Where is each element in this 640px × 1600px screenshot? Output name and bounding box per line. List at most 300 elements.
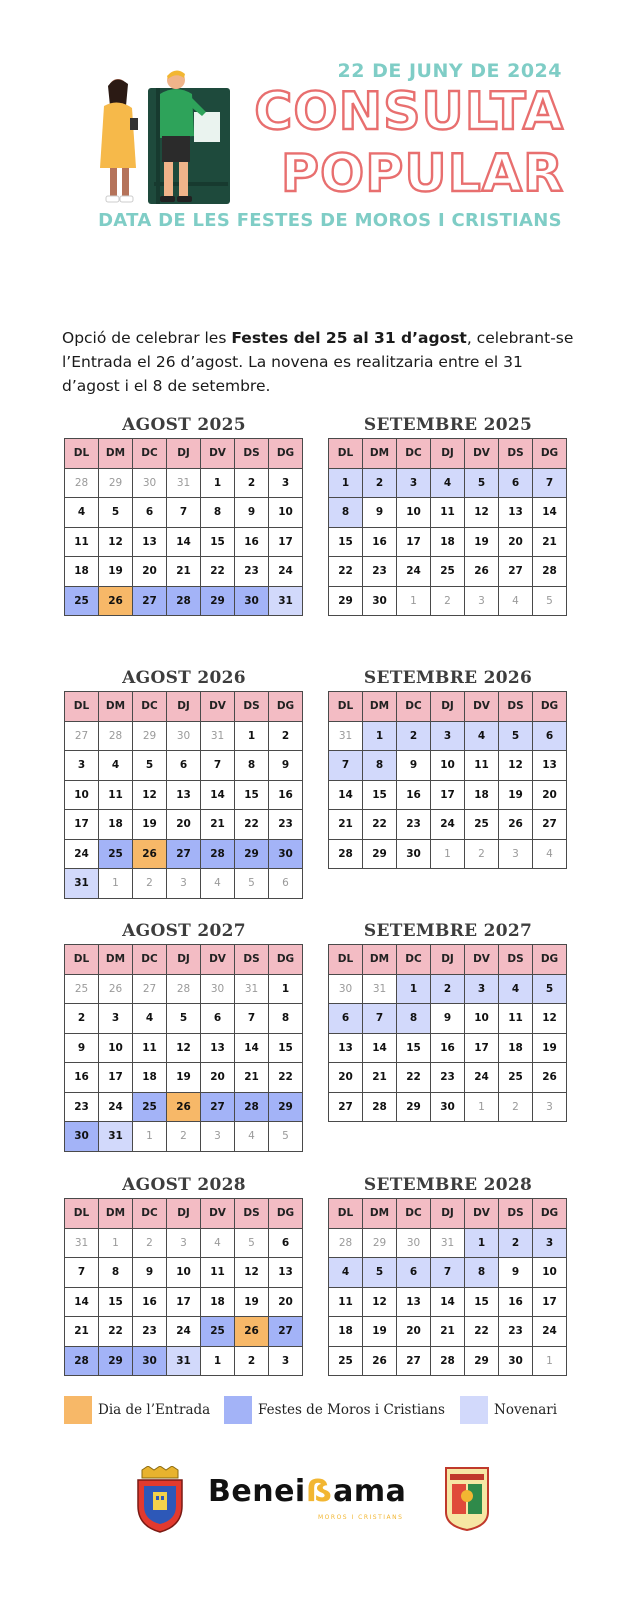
weekday-header: DC <box>133 945 167 975</box>
day-cell: 30 <box>499 1346 533 1376</box>
day-cell: 4 <box>465 721 499 751</box>
day-cell: 27 <box>65 721 99 751</box>
day-cell: 28 <box>431 1346 465 1376</box>
day-cell: 22 <box>99 1317 133 1347</box>
day-cell: 2 <box>65 1004 99 1034</box>
brand-subtitle: MOROS I CRISTIANS <box>318 1514 404 1521</box>
weekday-header: DV <box>201 1199 235 1229</box>
weekday-header: DC <box>397 1199 431 1229</box>
day-cell: 13 <box>533 751 567 781</box>
day-cell: 24 <box>167 1317 201 1347</box>
day-cell: 1 <box>397 586 431 616</box>
day-cell: 25 <box>499 1063 533 1093</box>
day-cell: 14 <box>235 1033 269 1063</box>
weekday-header: DC <box>133 1199 167 1229</box>
day-cell: 9 <box>363 498 397 528</box>
voting-illustration <box>96 66 236 208</box>
day-cell: 7 <box>65 1258 99 1288</box>
weekday-header: DC <box>133 692 167 722</box>
day-cell: 15 <box>329 527 363 557</box>
day-cell: 5 <box>235 869 269 899</box>
legend-swatch-novenari <box>460 1396 488 1424</box>
calendar-title: AGOST 2026 <box>122 668 246 688</box>
day-cell: 1 <box>465 1228 499 1258</box>
weekday-header: DV <box>465 692 499 722</box>
day-cell: 21 <box>431 1317 465 1347</box>
day-cell: 1 <box>533 1346 567 1376</box>
calendar-title: AGOST 2027 <box>122 921 246 941</box>
day-cell: 5 <box>499 721 533 751</box>
day-cell: 16 <box>65 1063 99 1093</box>
title-line-1: CONSULTA <box>254 82 564 142</box>
day-cell: 5 <box>235 1228 269 1258</box>
consultation-date: 22 DE JUNY DE 2024 <box>337 60 562 82</box>
day-cell: 1 <box>99 869 133 899</box>
weekday-header: DC <box>133 439 167 469</box>
day-cell: 10 <box>269 498 303 528</box>
intro-text-1: Opció de celebrar les <box>62 329 232 347</box>
day-cell: 26 <box>499 810 533 840</box>
day-cell: 1 <box>99 1228 133 1258</box>
day-cell: 12 <box>167 1033 201 1063</box>
day-cell: 22 <box>465 1317 499 1347</box>
day-cell: 30 <box>133 468 167 498</box>
day-cell: 28 <box>329 839 363 869</box>
calendar-grid <box>64 1198 303 1376</box>
day-cell: 3 <box>499 839 533 869</box>
day-cell: 2 <box>431 974 465 1004</box>
brand-part-2: ama <box>333 1474 407 1509</box>
weekday-header: DS <box>235 1199 269 1229</box>
day-cell: 3 <box>533 1228 567 1258</box>
weekday-header: DL <box>65 1199 99 1229</box>
day-cell: 8 <box>397 1004 431 1034</box>
weekday-header: DS <box>235 945 269 975</box>
day-cell: 17 <box>397 527 431 557</box>
day-cell: 24 <box>465 1063 499 1093</box>
day-cell: 8 <box>363 751 397 781</box>
weekday-header: DM <box>99 945 133 975</box>
day-cell: 21 <box>363 1063 397 1093</box>
day-cell: 7 <box>167 498 201 528</box>
weekday-header: DC <box>397 692 431 722</box>
weekday-header: DJ <box>167 692 201 722</box>
weekday-header: DV <box>201 945 235 975</box>
day-cell: 22 <box>201 557 235 587</box>
day-cell: 1 <box>201 1346 235 1376</box>
calendar-grid <box>64 944 303 1152</box>
day-cell: 1 <box>269 974 303 1004</box>
day-cell: 29 <box>99 1346 133 1376</box>
day-cell: 5 <box>465 468 499 498</box>
day-cell: 17 <box>431 780 465 810</box>
day-cell: 26 <box>167 1092 201 1122</box>
day-cell: 15 <box>363 780 397 810</box>
day-cell: 27 <box>133 586 167 616</box>
day-cell: 4 <box>99 751 133 781</box>
day-cell: 1 <box>235 721 269 751</box>
day-cell: 30 <box>269 839 303 869</box>
day-cell: 24 <box>397 557 431 587</box>
day-cell: 27 <box>133 974 167 1004</box>
day-cell: 25 <box>99 839 133 869</box>
day-cell: 7 <box>533 468 567 498</box>
day-cell: 16 <box>431 1033 465 1063</box>
day-cell: 12 <box>235 1258 269 1288</box>
weekday-header: DJ <box>167 945 201 975</box>
day-cell: 10 <box>465 1004 499 1034</box>
day-cell: 2 <box>235 468 269 498</box>
weekday-header: DV <box>465 439 499 469</box>
weekday-header: DJ <box>167 439 201 469</box>
day-cell: 23 <box>397 810 431 840</box>
day-cell: 15 <box>99 1287 133 1317</box>
weekday-header: DG <box>269 439 303 469</box>
day-cell: 27 <box>167 839 201 869</box>
weekday-header: DL <box>329 439 363 469</box>
weekday-header: DM <box>99 1199 133 1229</box>
legend-swatch-festes <box>224 1396 252 1424</box>
day-cell: 8 <box>465 1258 499 1288</box>
day-cell: 25 <box>65 586 99 616</box>
day-cell: 23 <box>431 1063 465 1093</box>
day-cell: 18 <box>65 557 99 587</box>
day-cell: 14 <box>363 1033 397 1063</box>
day-cell: 17 <box>167 1287 201 1317</box>
day-cell: 4 <box>65 498 99 528</box>
day-cell: 5 <box>533 586 567 616</box>
day-cell: 28 <box>65 1346 99 1376</box>
day-cell: 6 <box>397 1258 431 1288</box>
day-cell: 3 <box>65 751 99 781</box>
calendar <box>64 1172 304 1376</box>
calendar <box>328 412 568 616</box>
day-cell: 16 <box>397 780 431 810</box>
day-cell: 7 <box>363 1004 397 1034</box>
weekday-header: DL <box>329 692 363 722</box>
day-cell: 12 <box>133 780 167 810</box>
day-cell: 17 <box>465 1033 499 1063</box>
day-cell: 17 <box>99 1063 133 1093</box>
day-cell: 28 <box>99 721 133 751</box>
day-cell: 16 <box>133 1287 167 1317</box>
day-cell: 6 <box>269 1228 303 1258</box>
day-cell: 19 <box>99 557 133 587</box>
day-cell: 2 <box>431 586 465 616</box>
day-cell: 13 <box>499 498 533 528</box>
weekday-header: DS <box>235 692 269 722</box>
day-cell: 9 <box>269 751 303 781</box>
day-cell: 31 <box>363 974 397 1004</box>
day-cell: 6 <box>269 869 303 899</box>
weekday-header: DJ <box>431 692 465 722</box>
day-cell: 29 <box>235 839 269 869</box>
day-cell: 9 <box>431 1004 465 1034</box>
day-cell: 31 <box>235 974 269 1004</box>
day-cell: 10 <box>65 780 99 810</box>
day-cell: 20 <box>167 810 201 840</box>
day-cell: 22 <box>397 1063 431 1093</box>
day-cell: 4 <box>133 1004 167 1034</box>
calendar-title: AGOST 2025 <box>122 415 246 435</box>
day-cell: 29 <box>201 586 235 616</box>
day-cell: 12 <box>465 498 499 528</box>
day-cell: 26 <box>465 557 499 587</box>
day-cell: 3 <box>533 1092 567 1122</box>
day-cell: 11 <box>465 751 499 781</box>
day-cell: 9 <box>235 498 269 528</box>
day-cell: 3 <box>397 468 431 498</box>
day-cell: 18 <box>99 810 133 840</box>
calendar-grid <box>328 691 567 869</box>
day-cell: 6 <box>201 1004 235 1034</box>
day-cell: 31 <box>65 1228 99 1258</box>
weekday-header: DS <box>499 692 533 722</box>
weekday-header: DL <box>329 1199 363 1229</box>
weekday-header: DJ <box>167 1199 201 1229</box>
day-cell: 20 <box>329 1063 363 1093</box>
day-cell: 26 <box>363 1346 397 1376</box>
day-cell: 27 <box>533 810 567 840</box>
calendar <box>64 918 304 1152</box>
day-cell: 31 <box>167 1346 201 1376</box>
day-cell: 14 <box>201 780 235 810</box>
day-cell: 19 <box>499 780 533 810</box>
legend <box>64 1394 576 1426</box>
day-cell: 10 <box>533 1258 567 1288</box>
legend-label-novenari: Novenari <box>494 1402 558 1418</box>
day-cell: 25 <box>465 810 499 840</box>
day-cell: 27 <box>499 557 533 587</box>
day-cell: 26 <box>133 839 167 869</box>
day-cell: 6 <box>499 468 533 498</box>
day-cell: 30 <box>329 974 363 1004</box>
weekday-header: DG <box>269 1199 303 1229</box>
day-cell: 14 <box>431 1287 465 1317</box>
day-cell: 10 <box>167 1258 201 1288</box>
day-cell: 2 <box>269 721 303 751</box>
day-cell: 30 <box>133 1346 167 1376</box>
day-cell: 28 <box>329 1228 363 1258</box>
day-cell: 16 <box>269 780 303 810</box>
day-cell: 22 <box>329 557 363 587</box>
day-cell: 13 <box>201 1033 235 1063</box>
day-cell: 11 <box>499 1004 533 1034</box>
day-cell: 6 <box>533 721 567 751</box>
day-cell: 17 <box>269 527 303 557</box>
day-cell: 17 <box>65 810 99 840</box>
weekday-header: DG <box>533 692 567 722</box>
day-cell: 19 <box>167 1063 201 1093</box>
day-cell: 1 <box>133 1122 167 1152</box>
day-cell: 7 <box>431 1258 465 1288</box>
calendar-title: SETEMBRE 2028 <box>363 1175 533 1195</box>
day-cell: 23 <box>499 1317 533 1347</box>
day-cell: 15 <box>465 1287 499 1317</box>
weekday-header: DM <box>99 692 133 722</box>
legend-item-entrada <box>64 1394 210 1426</box>
day-cell: 3 <box>201 1122 235 1152</box>
day-cell: 3 <box>167 869 201 899</box>
day-cell: 25 <box>133 1092 167 1122</box>
day-cell: 24 <box>65 839 99 869</box>
calendar-title: SETEMBRE 2025 <box>363 415 533 435</box>
day-cell: 8 <box>269 1004 303 1034</box>
day-cell: 25 <box>65 974 99 1004</box>
legend-swatch-entrada <box>64 1396 92 1424</box>
weekday-header: DL <box>65 945 99 975</box>
day-cell: 30 <box>65 1122 99 1152</box>
day-cell: 15 <box>235 780 269 810</box>
day-cell: 11 <box>329 1287 363 1317</box>
day-cell: 20 <box>201 1063 235 1093</box>
day-cell: 21 <box>65 1317 99 1347</box>
day-cell: 3 <box>269 468 303 498</box>
day-cell: 25 <box>201 1317 235 1347</box>
day-cell: 8 <box>99 1258 133 1288</box>
weekday-header: DG <box>269 692 303 722</box>
day-cell: 9 <box>133 1258 167 1288</box>
day-cell: 11 <box>431 498 465 528</box>
day-cell: 24 <box>431 810 465 840</box>
day-cell: 4 <box>499 586 533 616</box>
day-cell: 14 <box>533 498 567 528</box>
day-cell: 28 <box>167 974 201 1004</box>
day-cell: 19 <box>465 527 499 557</box>
day-cell: 25 <box>329 1346 363 1376</box>
day-cell: 11 <box>201 1258 235 1288</box>
day-cell: 11 <box>65 527 99 557</box>
weekday-header: DL <box>329 945 363 975</box>
day-cell: 2 <box>133 1228 167 1258</box>
day-cell: 21 <box>533 527 567 557</box>
weekday-header: DG <box>533 439 567 469</box>
day-cell: 2 <box>133 869 167 899</box>
day-cell: 29 <box>465 1346 499 1376</box>
day-cell: 22 <box>235 810 269 840</box>
day-cell: 30 <box>363 586 397 616</box>
calendar-title: SETEMBRE 2027 <box>363 921 533 941</box>
weekday-header: DJ <box>431 439 465 469</box>
day-cell: 23 <box>65 1092 99 1122</box>
day-cell: 21 <box>235 1063 269 1093</box>
town-coat-of-arms-icon <box>134 1466 186 1534</box>
day-cell: 19 <box>363 1317 397 1347</box>
weekday-header: DM <box>363 1199 397 1229</box>
day-cell: 20 <box>499 527 533 557</box>
day-cell: 23 <box>133 1317 167 1347</box>
weekday-header: DC <box>397 945 431 975</box>
day-cell: 7 <box>329 751 363 781</box>
day-cell: 13 <box>133 527 167 557</box>
calendar-grid <box>328 944 567 1122</box>
day-cell: 30 <box>201 974 235 1004</box>
weekday-header: DG <box>269 945 303 975</box>
weekday-header: DM <box>363 692 397 722</box>
day-cell: 20 <box>533 780 567 810</box>
subtitle: DATA DE LES FESTES DE MOROS I CRISTIANS <box>98 210 562 231</box>
day-cell: 28 <box>201 839 235 869</box>
day-cell: 2 <box>465 839 499 869</box>
day-cell: 2 <box>235 1346 269 1376</box>
festival-shield-icon <box>444 1466 490 1532</box>
day-cell: 27 <box>201 1092 235 1122</box>
day-cell: 5 <box>133 751 167 781</box>
day-cell: 11 <box>99 780 133 810</box>
day-cell: 8 <box>235 751 269 781</box>
day-cell: 6 <box>329 1004 363 1034</box>
day-cell: 1 <box>431 839 465 869</box>
day-cell: 31 <box>431 1228 465 1258</box>
day-cell: 29 <box>269 1092 303 1122</box>
legend-label-festes: Festes de Moros i Cristians <box>258 1402 445 1418</box>
day-cell: 31 <box>329 721 363 751</box>
day-cell: 7 <box>201 751 235 781</box>
day-cell: 3 <box>99 1004 133 1034</box>
day-cell: 28 <box>235 1092 269 1122</box>
day-cell: 27 <box>269 1317 303 1347</box>
title-line-2: POPULAR <box>280 144 564 204</box>
day-cell: 1 <box>465 1092 499 1122</box>
day-cell: 18 <box>329 1317 363 1347</box>
day-cell: 28 <box>65 468 99 498</box>
day-cell: 29 <box>99 468 133 498</box>
day-cell: 4 <box>201 869 235 899</box>
intro-text-2: , celebrant-se l’Entrada el 26 d’agost. La novena es realitzaria entre el 31 d’agost i el 8 de setembre. <box>62 329 574 395</box>
day-cell: 29 <box>363 839 397 869</box>
day-cell: 23 <box>235 557 269 587</box>
day-cell: 15 <box>397 1033 431 1063</box>
day-cell: 14 <box>65 1287 99 1317</box>
day-cell: 1 <box>397 974 431 1004</box>
day-cell: 12 <box>533 1004 567 1034</box>
day-cell: 20 <box>269 1287 303 1317</box>
day-cell: 30 <box>235 586 269 616</box>
day-cell: 5 <box>533 974 567 1004</box>
day-cell: 14 <box>329 780 363 810</box>
day-cell: 23 <box>269 810 303 840</box>
day-cell: 25 <box>431 557 465 587</box>
day-cell: 9 <box>397 751 431 781</box>
weekday-header: DV <box>201 692 235 722</box>
day-cell: 26 <box>99 586 133 616</box>
day-cell: 27 <box>329 1092 363 1122</box>
day-cell: 16 <box>235 527 269 557</box>
day-cell: 21 <box>201 810 235 840</box>
day-cell: 5 <box>269 1122 303 1152</box>
day-cell: 30 <box>431 1092 465 1122</box>
weekday-header: DC <box>397 439 431 469</box>
day-cell: 3 <box>431 721 465 751</box>
weekday-header: DV <box>201 439 235 469</box>
day-cell: 29 <box>329 586 363 616</box>
day-cell: 24 <box>99 1092 133 1122</box>
weekday-header: DM <box>363 439 397 469</box>
day-cell: 23 <box>363 557 397 587</box>
weekday-header: DM <box>99 439 133 469</box>
weekday-header: DJ <box>431 945 465 975</box>
day-cell: 9 <box>65 1033 99 1063</box>
day-cell: 20 <box>133 557 167 587</box>
weekday-header: DV <box>465 945 499 975</box>
day-cell: 8 <box>201 498 235 528</box>
day-cell: 3 <box>465 586 499 616</box>
day-cell: 4 <box>533 839 567 869</box>
day-cell: 31 <box>201 721 235 751</box>
day-cell: 19 <box>533 1033 567 1063</box>
day-cell: 18 <box>431 527 465 557</box>
day-cell: 1 <box>363 721 397 751</box>
